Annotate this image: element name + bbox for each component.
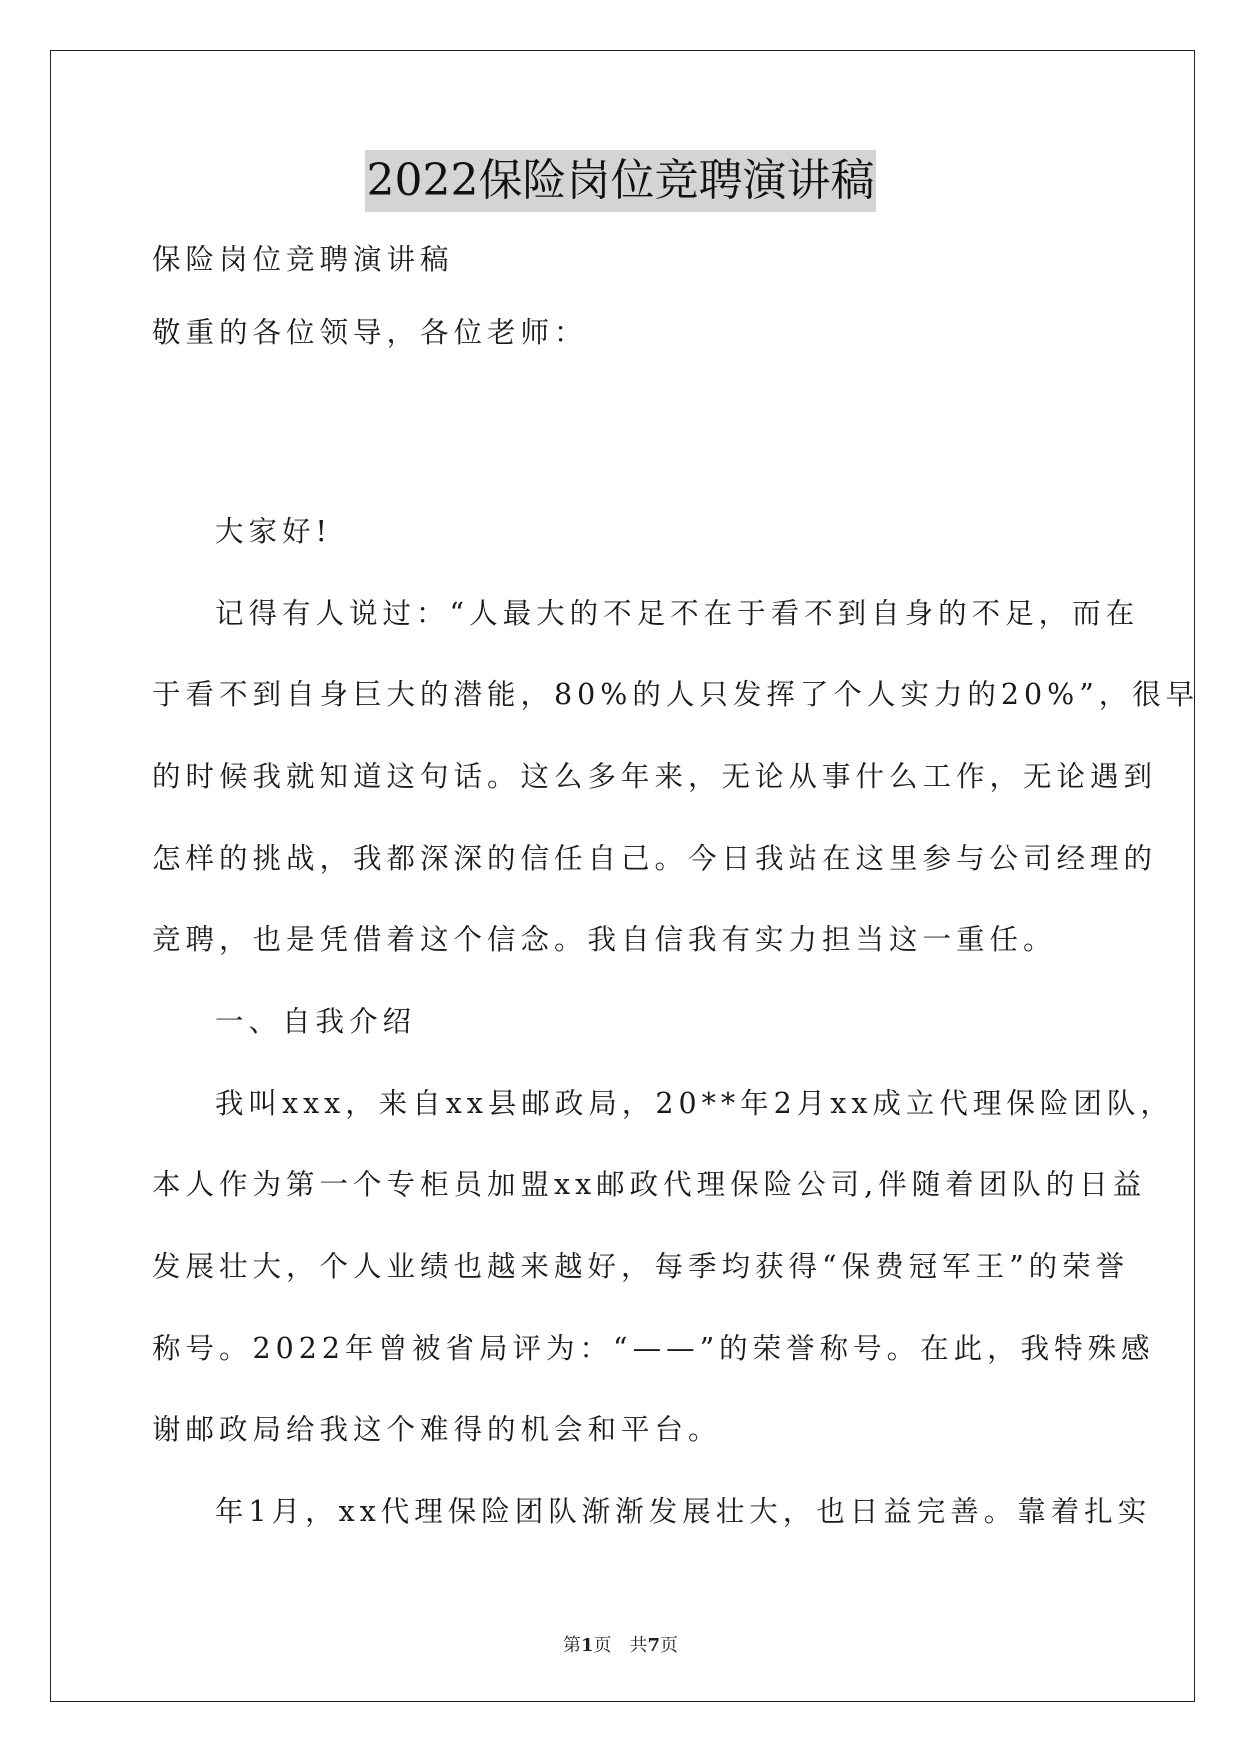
section-heading: 一、自我介绍 [215,1005,417,1038]
paragraph-line: 我叫xxx，来自xx县邮政局，20**年2月xx成立代理保险团队， [215,1087,1174,1120]
paragraph-line: 发展壮大，个人业绩也越来越好，每季均获得“保费冠军王”的荣誉 [152,1250,1130,1283]
page-current: 1 [580,1635,594,1656]
page-mid: 页 共 [593,1635,648,1656]
paragraph-line: 记得有人说过：“人最大的不足不在于看不到自身的不足，而在 [215,597,1140,630]
page-footer [0,1634,1241,1658]
paragraph-line: 怎样的挑战，我都深深的信任自己。今日我站在这里参与公司经理的 [152,842,1158,875]
title-container [0,150,1241,212]
paragraph-line: 竞聘，也是凭借着这个信念。我自信我有实力担当这一重任。 [152,923,1057,956]
paragraph-line: 年1月，xx代理保险团队渐渐发展壮大，也日益完善。靠着扎实 [215,1495,1152,1528]
paragraph-line: 的时候我就知道这句话。这么多年来，无论从事什么工作，无论遇到 [152,760,1158,793]
paragraph-line: 谢邮政局给我这个难得的机会和平台。 [152,1413,722,1446]
page-suffix: 页 [660,1635,679,1656]
page-total: 7 [647,1635,661,1656]
page-prefix: 第 [562,1635,581,1656]
paragraph-line: 称号。2022年曾被省局评为：“——”的荣誉称号。在此，我特殊感 [152,1332,1155,1365]
document-title: 2022保险岗位竞聘演讲稿 [365,150,877,212]
paragraph-line: 本人作为第一个专柜员加盟xx邮政代理保险公司,伴随着团队的日益 [152,1168,1147,1201]
salutation: 敬重的各位领导，各位老师： [152,316,588,349]
paragraph-line: 大家好! [215,515,332,548]
paragraph-line: 于看不到自身巨大的潜能，80%的人只发挥了个人实力的20%”，很早 [152,678,1200,711]
document-subtitle: 保险岗位竞聘演讲稿 [152,243,454,276]
